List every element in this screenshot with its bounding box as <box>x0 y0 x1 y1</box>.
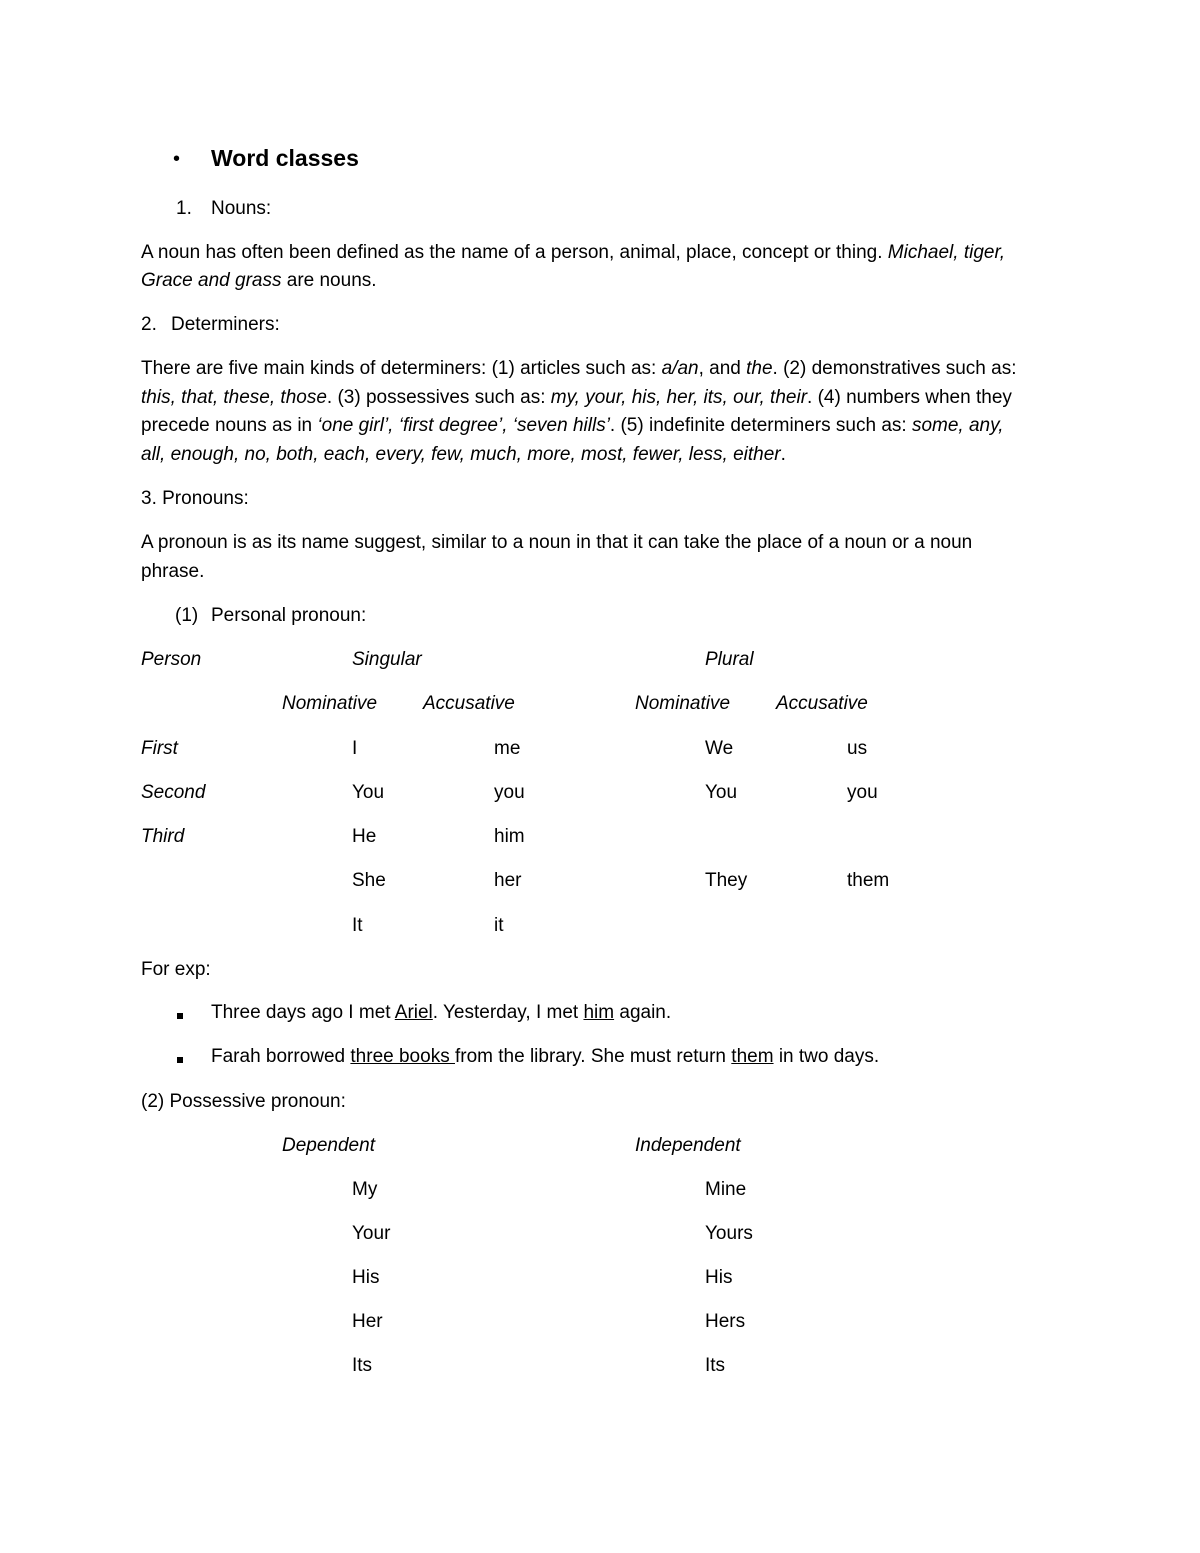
text-run: Farah borrowed <box>211 1046 351 1067</box>
cell-plural-nominative: You <box>705 782 738 803</box>
cell-plural-accusative: us <box>847 738 868 759</box>
header-dependent: Dependent <box>282 1135 375 1156</box>
determiners-number: 2. <box>141 314 157 335</box>
header-person: Person <box>141 649 202 670</box>
cell-singular-accusative: me <box>494 738 521 759</box>
italic-run: some, any, <box>911 415 1004 436</box>
italic-run: a/an <box>661 358 699 379</box>
pronouns-line-2: phrase. <box>141 561 205 582</box>
cell-singular-accusative: you <box>494 782 525 803</box>
cell-singular-nominative: I <box>352 738 358 759</box>
text-run: precede nouns as in <box>141 415 318 436</box>
cell-dependent: Its <box>352 1355 373 1376</box>
pronouns-line-1: A pronoun is as its name suggest, similar to a noun in that it can take the place of a noun or a noun <box>141 532 973 553</box>
cell-dependent: His <box>352 1267 380 1288</box>
nouns-examples-italic: Grace and grass <box>141 270 282 291</box>
determiners-line-3 <box>141 413 1003 439</box>
header-singular: Singular <box>352 649 422 670</box>
italic-run: my, your, his, her, its, our, their <box>550 387 808 408</box>
cell-independent: Hers <box>705 1311 746 1332</box>
cell-independent: Mine <box>705 1179 747 1200</box>
square-bullet-icon <box>177 1045 183 1071</box>
cell-singular-accusative: her <box>494 870 522 891</box>
text-run: , and <box>698 358 747 379</box>
determiners-line-2 <box>141 385 1012 411</box>
cell-singular-nominative: It <box>352 915 363 936</box>
text-run: . (3) possessives such as: <box>326 387 551 408</box>
cell-plural-accusative: you <box>847 782 878 803</box>
nouns-examples-italic: Michael, tiger, <box>887 242 1006 263</box>
text-run: from the library. She must return <box>454 1046 732 1067</box>
row-person: Second <box>141 782 206 803</box>
text-run: There are five main kinds of determiners: (1) articles such as: <box>141 358 662 379</box>
cell-dependent: My <box>352 1179 378 1200</box>
cell-independent: Yours <box>705 1223 753 1244</box>
cell-plural-nominative: We <box>705 738 734 759</box>
heading-title: Word classes <box>211 145 359 171</box>
underlined-run: him <box>583 1002 615 1023</box>
determiners-label: Determiners: <box>171 314 280 335</box>
examples-label: For exp: <box>141 959 211 980</box>
row-person: Third <box>141 826 185 847</box>
underlined-run: them <box>731 1046 774 1067</box>
subheader-singular-nominative: Nominative <box>282 693 378 714</box>
example-2 <box>211 1044 879 1070</box>
possessive-heading <box>141 1089 346 1115</box>
text-run: in two days. <box>773 1046 880 1067</box>
subheader-singular-accusative: Accusative <box>423 693 515 714</box>
subheader-plural-accusative: Accusative <box>776 693 868 714</box>
text-run: . Yesterday, I met <box>432 1002 584 1023</box>
cell-singular-accusative: it <box>494 915 504 936</box>
cell-independent: Its <box>705 1355 726 1376</box>
header-independent: Independent <box>635 1135 741 1156</box>
possessive-label: Possessive pronoun: <box>164 1091 346 1112</box>
determiners-line-1 <box>141 356 1016 382</box>
cell-dependent: Her <box>352 1311 383 1332</box>
personal-label: Personal pronoun: <box>211 605 367 626</box>
cell-singular-accusative: him <box>494 826 525 847</box>
determiners-line-4 <box>141 442 786 468</box>
cell-singular-nominative: You <box>352 782 385 803</box>
cell-dependent: Your <box>352 1223 391 1244</box>
nouns-number: 1. <box>176 198 192 219</box>
cell-singular-nominative: She <box>352 870 386 891</box>
personal-number: (1) <box>175 605 199 626</box>
text-run: . (5) indefinite determiners such as: <box>609 415 912 436</box>
text-run: . (4) numbers when they <box>807 387 1012 408</box>
italic-run: all, enough, no, both, each, every, few, much, more, most, fewer, less, either <box>141 444 781 465</box>
cell-plural-nominative: They <box>705 870 748 891</box>
cell-singular-nominative: He <box>352 826 377 847</box>
underlined-run: Ariel <box>394 1002 433 1023</box>
nouns-line-2 <box>141 268 377 294</box>
underlined-run: three books <box>350 1046 455 1067</box>
text-run: Three days ago I met <box>211 1002 395 1023</box>
nouns-line-1 <box>141 240 1005 266</box>
nouns-text: are nouns. <box>281 270 377 291</box>
heading-bullet: • <box>173 148 181 170</box>
nouns-label: Nouns: <box>211 198 272 219</box>
cell-independent: His <box>705 1267 733 1288</box>
text-run: . <box>780 444 786 465</box>
italic-run: this, that, these, those <box>141 387 327 408</box>
italic-run: ‘one girl’, ‘first degree’, ‘seven hills’ <box>317 415 610 436</box>
nouns-text: A noun has often been defined as the name of a person, animal, place, concept or thing. <box>141 242 888 263</box>
row-person: First <box>141 738 178 759</box>
square-bullet-icon <box>177 1001 183 1027</box>
example-1 <box>211 1000 671 1026</box>
cell-plural-accusative: them <box>847 870 890 891</box>
italic-run: the <box>746 358 773 379</box>
header-plural: Plural <box>705 649 754 670</box>
subheader-plural-nominative: Nominative <box>635 693 731 714</box>
possessive-number: (2) <box>141 1091 165 1112</box>
text-run: again. <box>614 1002 672 1023</box>
pronouns-label: 3. Pronouns: <box>141 488 249 509</box>
text-run: . (2) demonstratives such as: <box>772 358 1017 379</box>
